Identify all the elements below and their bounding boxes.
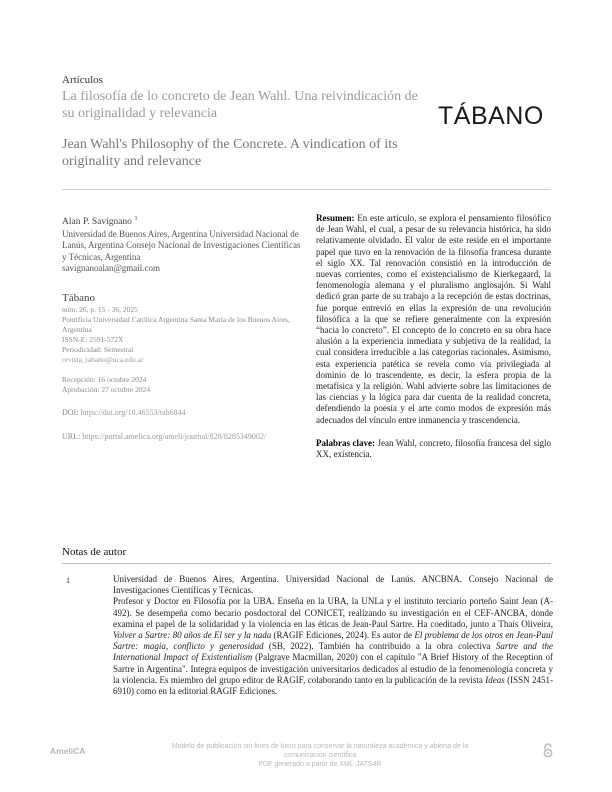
journal-issn: ISSN-E: 2591-572X [62,335,124,345]
amelica-logo: AmeliCA [50,746,86,756]
journal-issue: núm. 26, p. 15 - 36, 2025 [62,305,138,315]
url-label: URL: [62,431,81,441]
journal-email[interactable]: revista_tabano@uca.edu.ar [62,355,144,365]
footer-text [150,742,490,769]
author-notes-heading: Notas de autor [62,546,127,558]
keywords-text: Jean Wahl, concreto, filosofía francesa del siglo XX, existencia. [316,437,551,460]
bio-book-title-problema: El problema de los otros en Jean-Paul Sartre: magia, conflicto y generosidad [113,630,553,652]
author-email[interactable]: savignanoalan@gmail.com [62,263,161,274]
approved-date: Aprobación: 27 octubre 2024 [62,385,151,395]
doi-label: DOI: [62,408,79,418]
journal-periodicity: Periodicidad: Semestral [62,345,134,355]
author-name [62,213,302,229]
notes-divider [62,563,551,564]
abstract-column [316,213,551,460]
author-affiliation: Universidad de Buenos Aires, Argentina Universidad Nacional de Lanús, Argentina Consejo Nacional de Investigaciones Científicas y Técnicas, Argentina [62,228,301,262]
note-bio-paragraph [113,596,553,697]
footer-line-1: Modelo de publicación sin fines de lucro para conservar la naturaleza académica y abierta de la comunicación científica [171,743,469,759]
bio-text-i: (ISSN 2451-6910) como en la editorial RAGIF Ediciones. [113,674,553,697]
article-title-english: Jean Wahl's Philosophy of the Concrete. A vindication of its originality and relevance [62,137,398,169]
bio-book-title-sartre: Sartre and the International Impact of Existentialism [113,641,553,663]
header-divider [62,189,551,190]
url-row [62,431,302,443]
abstract-block [316,213,551,426]
abstract-text: En este artículo, se explora el pensamiento filosófico de Jean Wahl, el cual, a pesar de su relevancia histórica, ha sido relativamente olvidado. El valor de este reside en el importante papel que tuvo en la renovación de la filosofía francesa durante el siglo XX. Tal renovación consistió en la introducción de nuevas corrientes, como el existencialismo de Kierkegaard, la fenomenología alemana y el pluralismo anglosajón. Si Wahl dedicó gran parte de su trabajo a la recepción de estas doctrinas, fue porque entrevió en ellas la expresión de una revolución filosófica a la que se refiere generalmente con la expresión “hacia lo concreto”. El concepto de lo concreto en su obra hace alusión a la experiencia inmediata y subjetiva de la realidad, la cual considera irreducible a las categorías racionales. Asimismo, esta experiencia patética se revela como vía privilegiada al dominio de lo trascendente, es decir, la esfera propia de la metafísica y la religión. Wahl advierte sobre las limitaciones de las ciencias y la lógica para dar cuenta de la realidad concreta, defendiendo la poesía y el arte como modos de expresión más adecuados del vínculo entre inmanencia y trascendencia. [316,213,552,425]
bio-text-c: (RAGIF Ediciones, 2024). Es autor de [271,630,415,641]
note-affiliation-paragraph: Universidad de Buenos Aires, Argentina. Universidad Nacional de Lanús. ANCBNA. Consejo Nacional de Investigaciones Científicas y Técnicas. [113,574,553,596]
author-note-body [113,574,553,697]
received-date: Recepción: 16 octubre 2024 [62,375,147,385]
article-title-spanish: La filosofía de lo concreto de Jean Wahl. Una reivindicación de su originalidad y relevancia [62,89,418,121]
doi-link[interactable]: https://doi.org/10.46553/tab6844 [80,408,186,418]
doi-row [62,407,302,419]
note-number: 1 [66,576,70,585]
section-label: Artículos [62,74,103,86]
author-name-text: Alan P. Savignano [62,217,132,228]
bio-text-g: (Palgrave Macmillan, 2020) con el capítulo "A Brief History of the Reception of Sartre in Argentina". Integra equipos de investigación universitarios dedicados al estudio de la fenomenología concreta y la violencia. Es miembro del grupo editor de RAGIF, colaborando tanto en la publicación de la revista [113,652,553,685]
footer-line-2: PDF generado a partir de XML-JATS4R [258,761,382,768]
keywords-block [316,438,551,460]
keywords-label: Palabras clave: [316,437,375,448]
bio-journal-ideas: Ideas [485,674,505,685]
url-link[interactable]: https://portal.amelica.org/ameli/journal/828/8285349002/ [82,431,267,441]
abstract-label: Resumen: [316,213,355,223]
bio-book-title-volver: Volver a Sartre: 80 años de El ser y la nada [113,630,272,641]
journal-name: Tábano [62,291,95,304]
journal-publisher: Pontificia Universidad Católica Argentina Santa María de los Buenos Aires, Argentina [62,315,290,335]
bio-text-e: (SB, 2022). También ha contribuido a la obra colectiva [263,641,496,652]
open-access-icon [542,742,554,758]
author-note-ref[interactable]: 1 [134,215,138,222]
bio-text-a: Profesor y Doctor en Filosofía por la UBA. Enseña en la UBA, la UNLa y el instituto terciario porteño Saint Jean (A-492). Se desempeña como becario posdoctoral del CONICET, realizando su investigación en el CEF-ANCBA, donde examina el papel de la solidaridad y la violencia en las éticas de Jean-Paul Sartre. Ha coeditado, junto a Thaís Oliveira, [113,596,553,629]
journal-logo: TÁBANO [438,102,544,130]
article-metadata [62,213,302,442]
